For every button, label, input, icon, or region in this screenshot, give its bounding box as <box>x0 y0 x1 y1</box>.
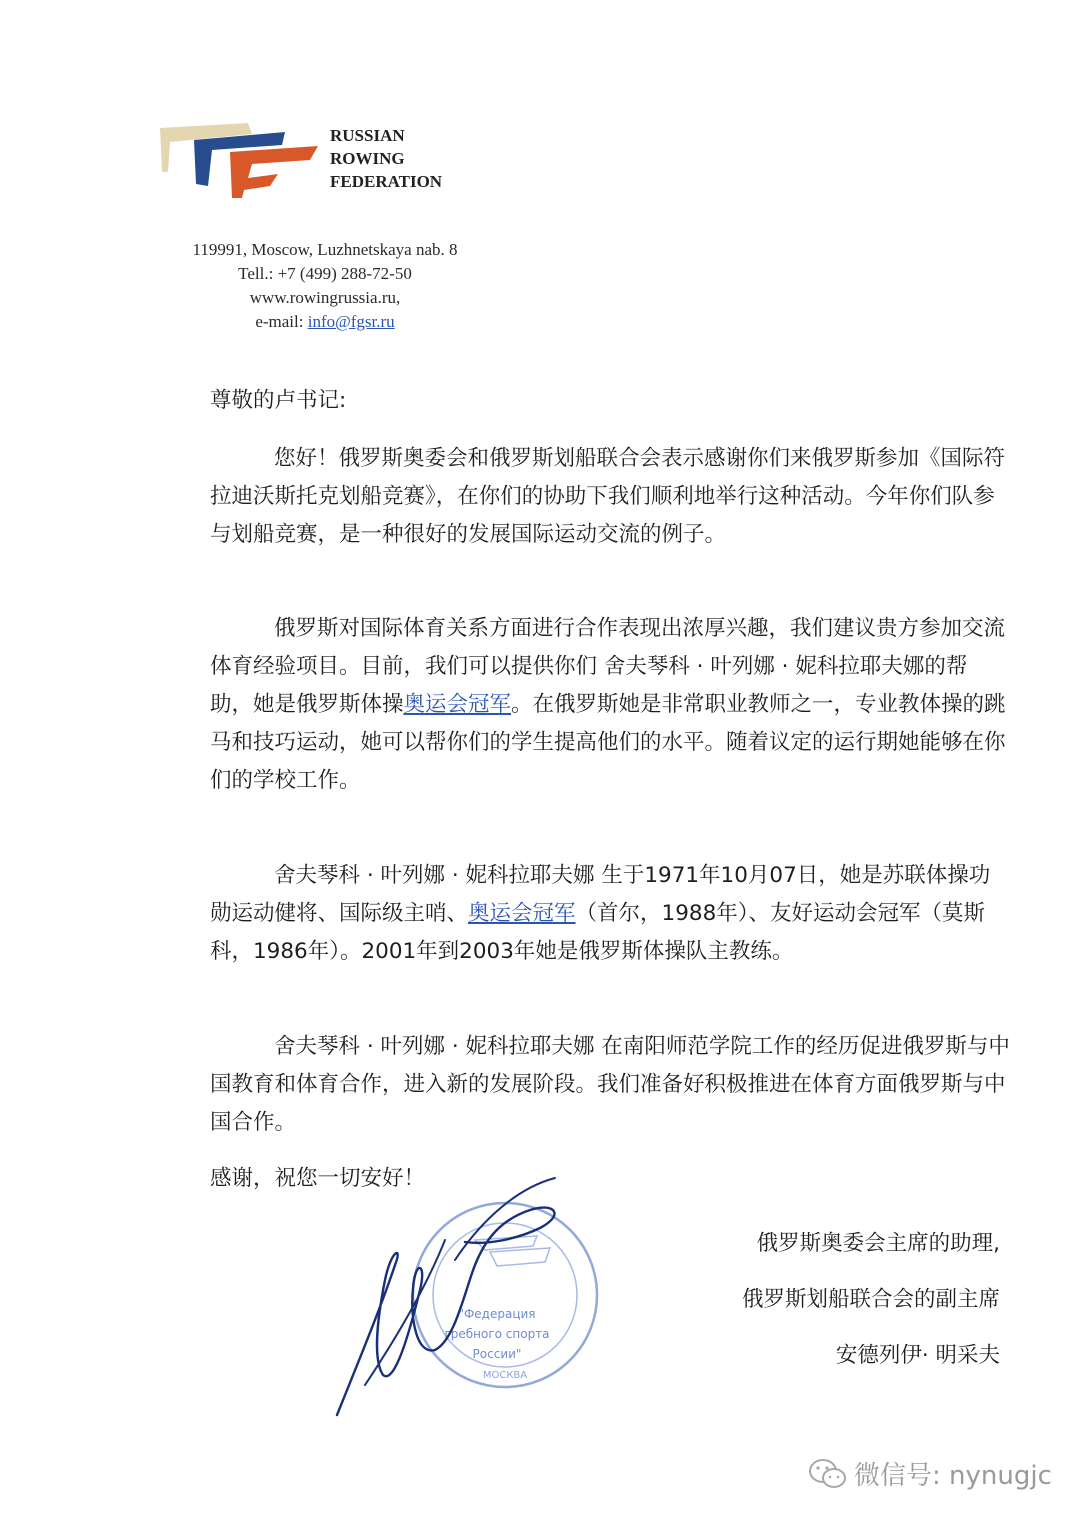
paragraph-2-text-b: 。在俄罗斯她是非常职业教师之一，专业教体操的跳马和技巧运动，她可以帮你们的学生提高他们的水平。随着议定的运行期她能够在你们的学校工作。 <box>210 692 1006 793</box>
contact-block <box>150 238 500 334</box>
stamp-text-2: гребного спорта <box>444 1327 550 1341</box>
paragraph-2-text-a: 俄罗斯对国际体育关系方面进行合作表现出浓厚兴趣，我们建议贵方参加交流体育经验项目。目前，我们可以提供你们 舍夫琴科 · 叶列娜 · 妮科拉耶夫娜的帮助，她是俄罗斯体操 <box>210 616 1006 717</box>
closing-line: 感谢，祝您一切安好！ <box>210 1166 426 1191</box>
org-name-line1: RUSSIAN <box>330 126 405 145</box>
email-prefix: e-mail: <box>255 312 308 331</box>
signatory-title-1: 俄罗斯奥委会主席的助理, <box>756 1231 1000 1256</box>
olympic-champion-link[interactable]: 奥运会冠军 <box>403 692 512 717</box>
salutation: 尊敬的卢书记: <box>210 388 347 413</box>
paragraph-3 <box>210 857 1010 971</box>
wechat-watermark <box>808 1455 1052 1492</box>
email-link[interactable]: info@fgsr.ru <box>307 312 395 331</box>
wechat-icon <box>808 1457 848 1491</box>
signatory-name: 安德列伊· 明采夫 <box>835 1343 1000 1368</box>
stamp-text-1: "Федерация <box>458 1307 536 1321</box>
wechat-id: 微信号: nynugjc <box>854 1461 1052 1491</box>
phone: Tell.: +7 (499) 288-72-50 <box>238 264 412 283</box>
signature-block <box>742 1216 1000 1384</box>
organization-name <box>330 124 442 193</box>
official-stamp <box>325 1170 615 1430</box>
paragraph-4: 舍夫琴科 · 叶列娜 · 妮科拉耶夫娜 在南阳师范学院工作的经历促进俄罗斯与中国教育和体育合作，进入新的发展阶段。我们准备好积极推进在体育方面俄罗斯与中国合作。 <box>210 1034 1010 1135</box>
paragraph-1: 您好！俄罗斯奥委会和俄罗斯划船联合会表示感谢你们来俄罗斯参加《国际符拉迪沃斯托克划船竞赛》，在你们的协助下我们顺利地举行这种活动。今年你们队参与划船竞赛，是一种很好的发展国际运动交流的例子。 <box>210 446 1006 547</box>
website: www.rowingrussia.ru, <box>249 288 401 307</box>
olympic-champion-link-2[interactable]: 奥运会冠军 <box>468 901 576 926</box>
stamp-text-3: России" <box>472 1347 522 1361</box>
org-name-line3: FEDERATION <box>330 172 443 191</box>
paragraph-3-text-b: （首尔，1988年）、友好运动会冠军（莫斯科，1986年）。2001年到2003年她是俄罗斯体操队主教练。 <box>210 901 985 964</box>
paragraph-3-text-a: 舍夫琴科 · 叶列娜 · 妮科拉耶夫娜 生于1971年10月07日，她是苏联体操功勋运动健将、国际级主哨、 <box>210 863 991 926</box>
signatory-title-2: 俄罗斯划船联合会的副主席 <box>741 1287 1000 1312</box>
postal-address: 119991, Moscow, Luzhnetskaya nab. 8 <box>192 240 458 259</box>
email-line <box>150 310 500 334</box>
org-name-line2: ROWING <box>330 149 405 168</box>
rowing-federation-logo <box>160 120 320 200</box>
stamp-text-bottom: МОСКВА <box>482 1370 528 1381</box>
paragraph-2 <box>210 610 1010 800</box>
